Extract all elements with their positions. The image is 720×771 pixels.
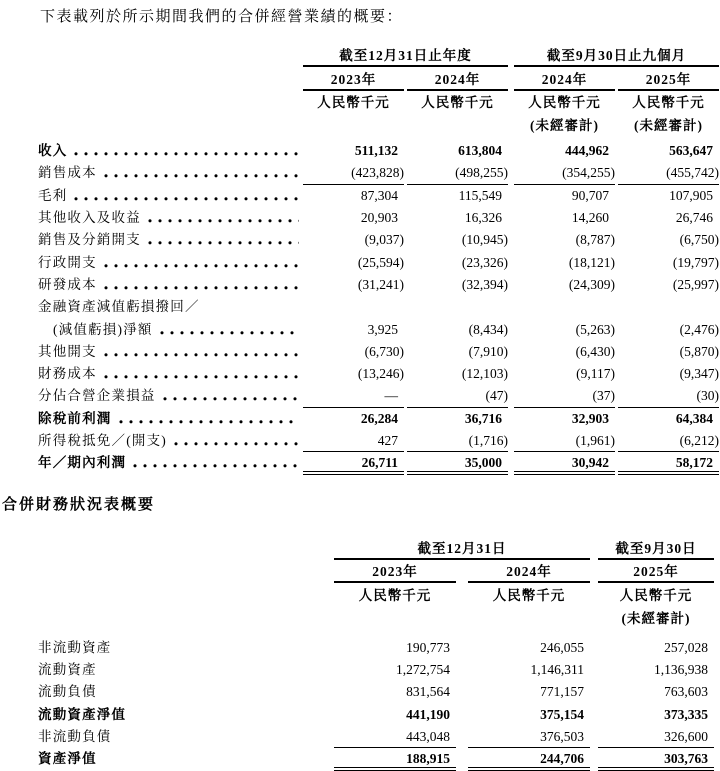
label-spacer xyxy=(38,606,334,628)
value-cell: 326,600 xyxy=(598,726,714,748)
value-cell: (1,716) xyxy=(407,430,508,452)
value-cell: (6,750) xyxy=(679,232,719,248)
table-row xyxy=(38,252,720,274)
row-label: 資產淨值 xyxy=(38,751,97,767)
period-group-header: 截至9月30日止九個月 xyxy=(514,47,719,67)
value-cell: (2,476) xyxy=(679,321,719,337)
value-cell: (31,241) xyxy=(357,276,404,292)
dot-leader xyxy=(174,430,299,452)
table-row xyxy=(38,185,720,207)
value-cell: (1,961) xyxy=(514,430,615,452)
value-cell: 1,272,754 xyxy=(396,662,450,678)
value-cell: (9,347) xyxy=(679,366,719,382)
year-header: 2024年 xyxy=(407,71,508,91)
label-spacer xyxy=(38,113,303,135)
table-row xyxy=(38,659,720,681)
unit-header: 人民幣千元 xyxy=(632,94,705,110)
unit-header: 人民幣千元 xyxy=(492,587,566,603)
row-label: 非流動資產 xyxy=(38,639,112,655)
income-table-body xyxy=(38,140,720,474)
unit-header: 人民幣千元 xyxy=(421,94,494,110)
dot-leader xyxy=(163,385,299,407)
value-cell: 444,962 xyxy=(565,143,609,159)
value-cell: (12,103) xyxy=(461,366,508,382)
value-cell: 87,304 xyxy=(360,187,398,203)
value-cell: 36,716 xyxy=(464,410,502,426)
label-spacer xyxy=(38,68,303,90)
label-spacer xyxy=(38,583,334,605)
balance-table-body xyxy=(38,637,720,771)
period-group-header: 截至9月30日 xyxy=(598,540,714,560)
table-row xyxy=(38,681,720,703)
value-cell: (24,309) xyxy=(568,276,615,292)
value-cell: 373,335 xyxy=(664,706,708,722)
value-cell: (9,037) xyxy=(364,232,404,248)
value-cell: 246,055 xyxy=(540,639,584,655)
table-row xyxy=(38,296,720,318)
value-cell xyxy=(303,296,404,318)
balance-sheet-table xyxy=(38,538,720,771)
dot-leader xyxy=(74,140,299,162)
row-label: 所得稅抵免／(開支) xyxy=(38,433,167,449)
value-cell: 771,157 xyxy=(540,684,584,700)
unit-header: 人民幣千元 xyxy=(317,94,390,110)
unaudited-row xyxy=(38,606,720,628)
value-cell: 190,773 xyxy=(406,639,450,655)
unaudited-note: (未經審計) xyxy=(634,118,703,134)
value-cell xyxy=(407,296,508,318)
value-cell: 563,647 xyxy=(669,143,713,159)
unit-header: 人民幣千元 xyxy=(528,94,601,110)
row-label: 流動負債 xyxy=(38,684,97,700)
value-cell: (18,121) xyxy=(568,254,615,270)
intro-text: 下表載列於所示期間我們的合併經營業績的概要： xyxy=(40,9,404,25)
value-cell: 511,132 xyxy=(354,143,398,159)
value-cell: 26,746 xyxy=(675,210,713,226)
row-label: 銷售成本 xyxy=(38,165,97,181)
value-cell: (6,430) xyxy=(575,343,615,359)
value-cell: (19,797) xyxy=(672,254,719,270)
value-cell: 303,763 xyxy=(598,748,714,770)
value-cell: (5,263) xyxy=(575,321,615,337)
row-label: 流動資產 xyxy=(38,662,97,678)
value-cell: 30,942 xyxy=(514,452,615,474)
value-cell: 26,284 xyxy=(360,410,398,426)
value-cell: 831,564 xyxy=(406,684,450,700)
value-cell: 58,172 xyxy=(618,452,719,474)
year-header: 2025年 xyxy=(618,71,719,91)
unaudited-note: (未經審計) xyxy=(530,118,599,134)
value-cell: (498,255) xyxy=(407,162,508,184)
page xyxy=(0,7,720,767)
value-cell: 244,706 xyxy=(468,748,590,770)
value-cell: (6,730) xyxy=(364,343,404,359)
value-cell: 16,326 xyxy=(464,210,502,226)
row-label: 流動資產淨值 xyxy=(38,706,127,722)
value-cell: (354,255) xyxy=(514,162,615,184)
dot-leader xyxy=(104,274,299,296)
value-cell: 1,136,938 xyxy=(654,662,708,678)
period-group-row xyxy=(38,538,720,560)
unit-header: 人民幣千元 xyxy=(619,587,693,603)
table-row xyxy=(38,274,720,296)
value-cell: 64,384 xyxy=(675,410,713,426)
value-cell: (8,434) xyxy=(468,321,508,337)
table-row xyxy=(38,637,720,659)
value-cell: 376,503 xyxy=(468,726,590,748)
value-cell: 257,028 xyxy=(664,639,708,655)
value-cell: (7,910) xyxy=(468,343,508,359)
row-label: 其他開支 xyxy=(38,343,97,359)
value-cell: 613,804 xyxy=(458,143,502,159)
table-row xyxy=(38,319,720,341)
label-spacer xyxy=(38,561,334,583)
table-row xyxy=(38,229,720,251)
label-spacer xyxy=(38,538,334,560)
dot-leader xyxy=(148,229,299,251)
dot-leader xyxy=(104,162,299,184)
value-cell: 3,925 xyxy=(367,321,398,337)
empty-cell xyxy=(407,118,508,135)
table-row xyxy=(38,140,720,162)
value-cell: 90,707 xyxy=(571,187,609,203)
row-label: 毛利 xyxy=(38,187,68,203)
table-row xyxy=(38,207,720,229)
table-row xyxy=(38,341,720,363)
value-cell: — xyxy=(303,385,404,407)
period-group-row xyxy=(38,45,720,67)
row-label: 行政開支 xyxy=(38,254,97,270)
value-cell: (37) xyxy=(514,385,615,407)
table-row xyxy=(38,363,720,385)
table-row xyxy=(38,704,720,726)
table-row xyxy=(38,430,720,452)
value-cell: 26,711 xyxy=(303,452,404,474)
table-row xyxy=(38,408,720,430)
row-label: 研發成本 xyxy=(38,276,97,292)
value-cell: (455,742) xyxy=(618,162,719,184)
value-cell: 441,190 xyxy=(406,706,450,722)
year-header-row xyxy=(38,68,720,90)
dot-leader xyxy=(104,363,299,385)
value-cell: 1,146,311 xyxy=(530,662,584,678)
value-cell: 32,903 xyxy=(571,410,609,426)
dot-leader xyxy=(133,452,299,474)
row-label: (減值虧損)淨額 xyxy=(53,321,153,337)
empty-cell xyxy=(468,611,590,628)
row-label: 分佔合營企業損益 xyxy=(38,388,156,404)
value-cell: 35,000 xyxy=(407,452,508,474)
value-cell: (23,326) xyxy=(461,254,508,270)
label-spacer xyxy=(38,91,303,113)
value-cell: (8,787) xyxy=(575,232,615,248)
value-cell: (10,945) xyxy=(461,232,508,248)
value-cell: (423,828) xyxy=(303,162,404,184)
period-group-header: 截至12月31日 xyxy=(334,540,590,560)
row-label: 其他收入及收益 xyxy=(38,210,141,226)
table-row xyxy=(38,748,720,770)
value-cell: (25,594) xyxy=(357,254,404,270)
dot-leader xyxy=(148,207,299,229)
dot-leader xyxy=(104,252,299,274)
year-header: 2023年 xyxy=(334,563,456,583)
year-header-row xyxy=(38,561,720,583)
value-cell: (6,212) xyxy=(618,430,719,452)
dot-leader xyxy=(104,341,299,363)
value-cell: (5,870) xyxy=(679,343,719,359)
unaudited-note: (未經審計) xyxy=(621,610,691,626)
value-cell: (47) xyxy=(407,385,508,407)
row-label: 除稅前利潤 xyxy=(38,410,112,426)
dot-leader xyxy=(119,408,300,430)
value-cell: 375,154 xyxy=(540,706,584,722)
empty-cell xyxy=(303,118,404,135)
income-statement-table xyxy=(38,45,720,475)
unit-header-row xyxy=(38,91,720,113)
value-cell: 443,048 xyxy=(334,726,456,748)
table-row xyxy=(38,162,720,184)
unit-header: 人民幣千元 xyxy=(358,587,432,603)
value-cell: (9,117) xyxy=(576,366,615,382)
table-row xyxy=(38,726,720,748)
value-cell: 115,549 xyxy=(458,187,502,203)
value-cell: 20,903 xyxy=(360,210,398,226)
value-cell xyxy=(514,296,615,318)
row-label: 銷售及分銷開支 xyxy=(38,232,141,248)
table-row xyxy=(38,452,720,474)
value-cell: 188,915 xyxy=(334,748,456,770)
row-label: 收入 xyxy=(38,143,68,159)
dot-leader xyxy=(160,319,299,341)
year-header: 2025年 xyxy=(598,563,714,583)
value-cell: (13,246) xyxy=(357,366,404,382)
value-cell: 14,260 xyxy=(571,210,609,226)
row-label: 財務成本 xyxy=(38,366,97,382)
value-cell: (30) xyxy=(618,385,719,407)
table-row xyxy=(38,385,720,407)
value-cell: 763,603 xyxy=(664,684,708,700)
row-label: 非流動負債 xyxy=(38,729,112,745)
unit-header-row xyxy=(38,583,720,605)
row-label: 金融資產減值虧損撥回／ xyxy=(38,299,200,315)
row-label: 年／期內利潤 xyxy=(38,455,127,471)
year-header: 2024年 xyxy=(514,71,615,91)
value-cell: 427 xyxy=(303,430,404,452)
year-header: 2024年 xyxy=(468,563,590,583)
label-spacer xyxy=(38,45,303,67)
value-cell: (32,394) xyxy=(461,276,508,292)
balance-sheet-heading: 合併財務狀況表概要 xyxy=(2,496,156,513)
value-cell xyxy=(618,296,719,318)
year-header: 2023年 xyxy=(303,71,404,91)
dot-leader xyxy=(74,185,299,207)
value-cell: 107,905 xyxy=(669,187,713,203)
empty-cell xyxy=(334,611,456,628)
period-group-header: 截至12月31日止年度 xyxy=(303,47,508,67)
unaudited-row xyxy=(38,113,720,135)
value-cell: (25,997) xyxy=(672,276,719,292)
